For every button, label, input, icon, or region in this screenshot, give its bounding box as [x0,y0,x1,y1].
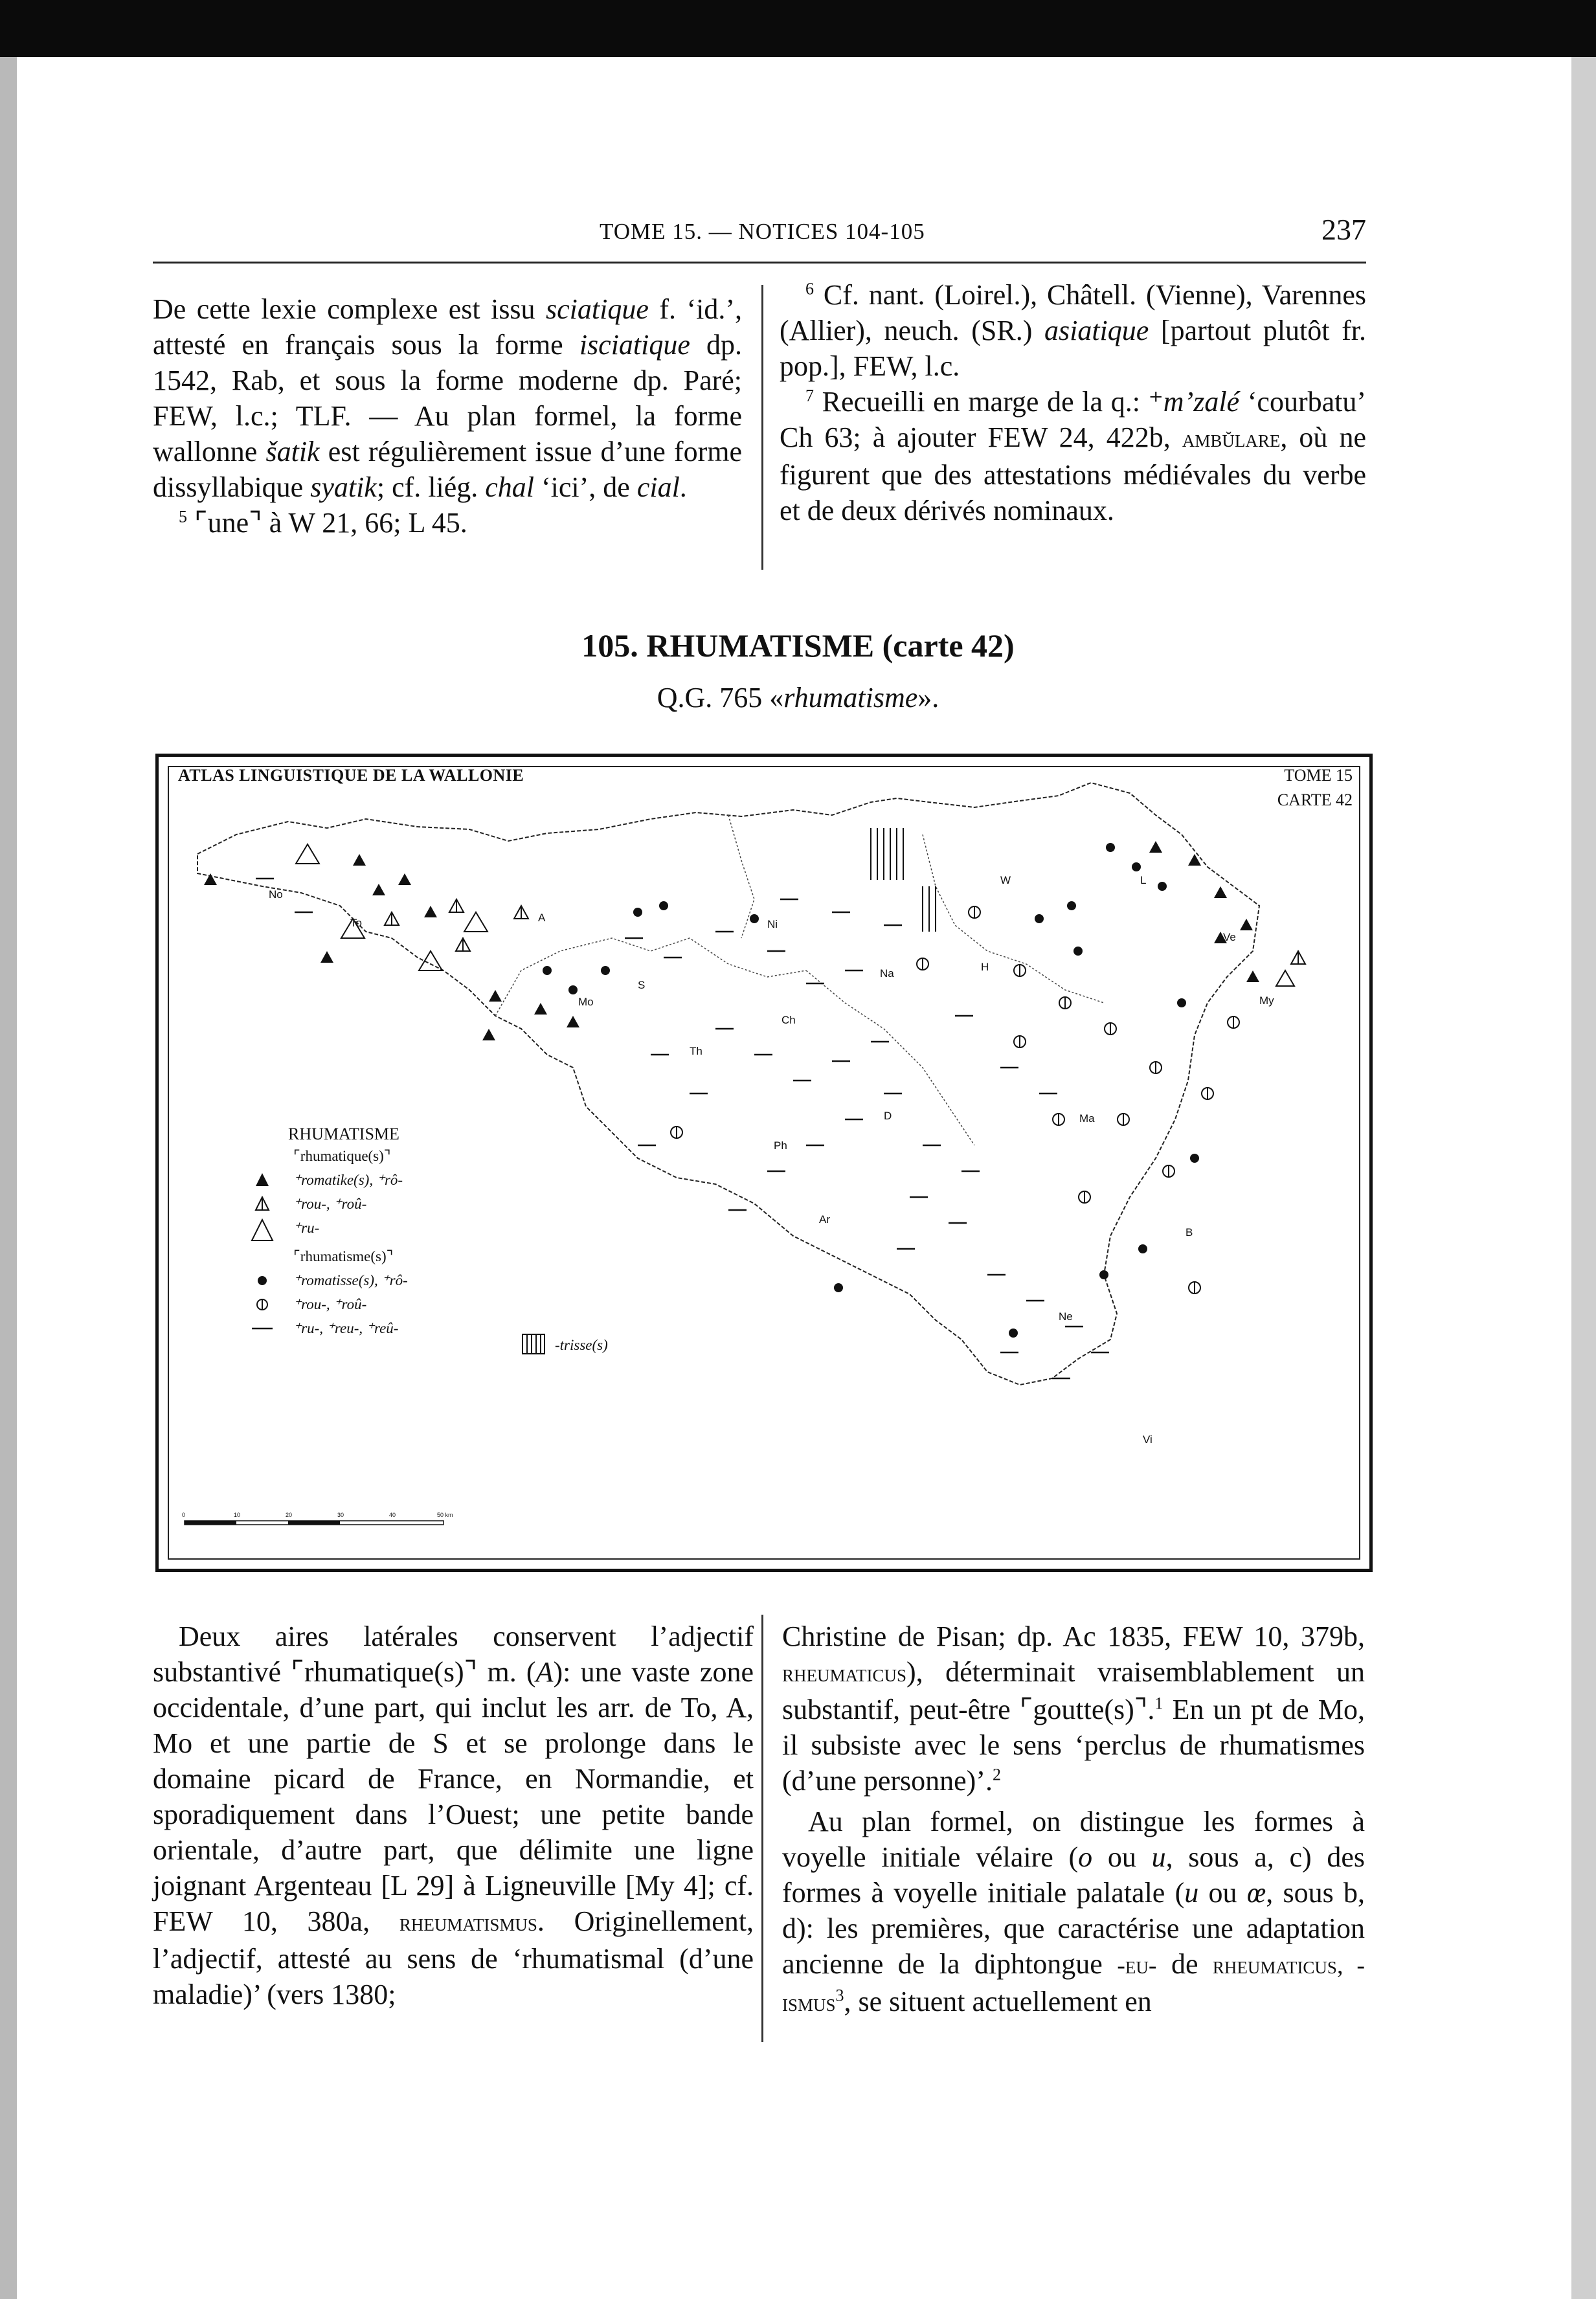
bottom-left-column [153,1619,754,2012]
legend-row: ⁺romatike(s), ⁺rô- [249,1168,638,1192]
scale-label: 30 [337,1512,344,1518]
legend-row: ⁺rou-, ⁺roû- [249,1192,638,1216]
region-label: Th [690,1045,702,1057]
region-label: Ne [1059,1310,1073,1323]
header-rule [153,262,1366,264]
scale-label: 10 [234,1512,241,1518]
region-label: Mo [578,996,594,1008]
linguistic-map [155,754,1373,1572]
region-label: Ma [1079,1112,1095,1125]
map-symbols-open-triangles [296,844,1294,986]
map-symbols-barred-triangles [385,899,1305,964]
legend-row: ⁺ru- [249,1216,638,1244]
map-scale-bar [182,1512,453,1525]
region-label: Vi [1143,1433,1152,1446]
barred-circle-icon [249,1295,275,1314]
region-label: L [1140,874,1147,886]
region-label: B [1186,1226,1193,1239]
legend-row: ⁺ru-, ⁺reu-, ⁺reû- [249,1316,638,1340]
region-label: Ve [1223,931,1236,943]
map-symbols-dots [543,843,1199,1338]
region-label: Ch [781,1014,796,1026]
region-label: No [269,888,283,901]
region-label: W [1000,874,1011,886]
region-label: Ph [774,1139,787,1152]
scale-label: 0 [182,1512,186,1518]
legend-group-heading: ⌜rhumatisme(s)⌝ [293,1248,394,1264]
scale-label: 50 km [437,1512,453,1518]
footnote-5: $^5$ ⌜une⌝ à W 21, 66; L 45. [179,507,467,539]
bottom-right-column [782,1619,1365,2021]
paragraph: Christine de Pisan; dp. Ac 1835, FEW 10, 379b, rheumaticus), déterminait vraisemblablement un substantif, peut-être ⌜goutte(s)⌝.$^1$ En un pt de Mo, il subsiste avec le sens ‘perclus de rhumatismes (d’une personne)’.$^2$ [782,1621,1365,1797]
legend-group-heading: ⌜rhumatique(s)⌝ [293,1148,391,1164]
scale-label: 40 [389,1512,396,1518]
region-label: To [350,917,362,929]
page-number: 237 [1321,213,1366,246]
province-boundary [923,835,1104,1003]
legend-title: RHUMATISME [288,1125,399,1143]
map-carte: CARTE 42 [1277,791,1353,809]
filled-dot-icon [249,1271,275,1290]
region-label: Ni [767,918,778,930]
region-label: A [538,912,546,924]
dash-icon [249,1319,275,1338]
paragraph: Deux aires latérales conservent l’adjectif substantivé ⌜rhumatique(s)⌝ m. (A): une vaste zone occidentale, d’une part, qui inclut les arr. de To, A, Mo et une partie de S et se prolonge dans le domaine picard de France, en Normandie, et sporadiquement dans l’Ouest; une petite bande orientale, d’autre part, que délimite une ligne joignant Argenteau [L 29] à Ligneuville [My 4]; cf. FEW 10, 380a, rheumatismus. Originellement, l’adjectif, attesté au sens de ‘rhumatismal (d’une maladie)’ (vers 1380; [153,1621,754,2010]
paragraph: De cette lexie complexe est issu sciatique f. ‘id.’, attesté en français sous la forme isciatique dp. 1542, Rab, et sous la forme moderne dp. Paré; FEW, l.c.; TLF. — Au plan formel, la forme wallonne šatik est régulièrement issue d’une forme dissyllabique syatik; cf. liég. chal ‘ici’, de cial. [153,293,743,503]
section-title: 105. RHUMATISME (carte 42) [581,627,1015,664]
scan-border-right [1571,57,1596,2299]
column-divider [761,1615,763,2042]
scan-border-left [0,57,17,2299]
trisse-hatch-area [871,828,936,932]
footnote-7: $^7$ Recueilli en marge de la q.: ⁺m’zalé ‘courbatu’ Ch 63; à ajouter FEW 24, 422b, ambŭlare, où ne figurent que des attestations médiévales du verbe et de deux dérivés nominaux. [780,386,1367,526]
filled-triangle-icon [249,1171,275,1190]
top-left-column [153,291,742,541]
paragraph: Au plan formel, on distingue les formes à voyelle initiale vélaire (o ou u, sous a, c) des formes à voyelle initiale palatale (u ou œ, sous b, d): les premières, que caractérise une adaptation ancienne de la diphtongue -eu- de rheumaticus, -ismus$^3$, se situent actuellement en [782,1806,1366,2017]
open-triangle-icon [249,1218,275,1243]
top-right-column [780,277,1366,528]
barred-triangle-icon [249,1194,275,1214]
region-label: Ar [819,1213,830,1226]
running-head [153,212,1366,258]
map-legend [249,1125,638,1353]
map-symbols-barred-circles [671,906,1239,1294]
column-divider [761,285,763,570]
footnote-6: $^6$ Cf. nant. (Loirel.), Châtell. (Vienne), Varennes (Allier), neuch. (SR.) asiatique [partout plutôt fr. pop.], FEW, l.c. [780,279,1366,382]
region-label: S [638,979,646,991]
region-label: Na [880,967,894,980]
legend-row: ⁺rou-, ⁺roû- [249,1292,638,1316]
region-label: My [1259,994,1274,1007]
province-boundary [495,938,806,1016]
scale-label: 20 [286,1512,293,1518]
region-label: D [884,1110,892,1122]
region-label: H [981,961,989,973]
atlas-title: ATLAS LINGUISTIQUE DE LA WALLONIE [178,766,524,785]
legend-row: ⁺romatisse(s), ⁺rô- [249,1268,638,1292]
legend-trisse-label: -trisse(s) [555,1337,608,1353]
map-tome: TOME 15 [1284,766,1353,785]
hatched-box-icon [521,1333,546,1355]
scan-border-top [0,0,1596,57]
running-title: TOME 15. — NOTICES 104-105 [600,219,925,244]
map-symbols-filled-triangles [204,841,1259,1040]
section-subtitle: Q.G. 765 «rhumatisme». [657,682,939,713]
